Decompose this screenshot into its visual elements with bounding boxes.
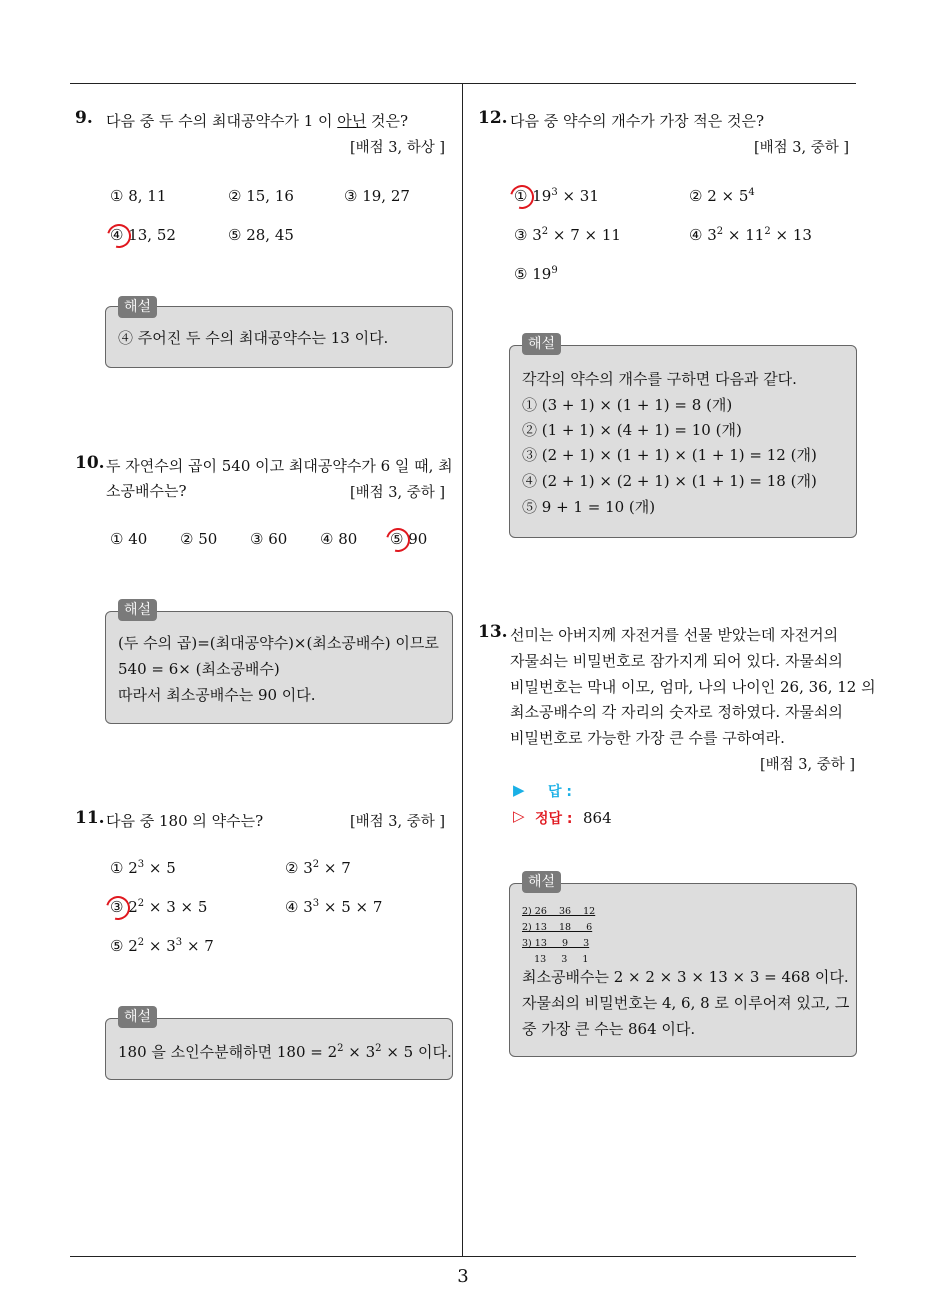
question-text: 다음 중 두 수의 최대공약수가 1 이 아닌 것은? <box>106 112 409 130</box>
answer-mark-circle <box>506 181 539 214</box>
question-text: 다음 중 약수의 개수가 가장 적은 것은? <box>510 112 765 130</box>
division-row: 2) 13 18 6 <box>522 922 593 933</box>
solution-line: (두 수의 곱)=(최대공약수)×(최소공배수) 이므로 <box>118 634 439 652</box>
solution-line: 180 을 소인수분해하면 $180 = 2^2 \times 3^2 \times 5$ 이다. <box>118 1043 452 1061</box>
solution-line: ④ 주어진 두 수의 최대공약수는 13 이다. <box>118 329 389 347</box>
solution-box <box>105 611 453 724</box>
solution-tag: 해설 <box>118 296 157 318</box>
answer-mark-circle <box>103 220 136 253</box>
question-number: 9. <box>75 108 93 128</box>
solution-line: ① (3 + 1) × (1 + 1) = 8 (개) <box>522 396 733 414</box>
question-number: 10. <box>75 453 105 473</box>
option-3[interactable]: ③ 60 <box>250 530 288 548</box>
answer-label: 답 : <box>548 784 572 800</box>
solution-line: 540 = 6× (최소공배수) <box>118 660 280 678</box>
question-text: 다음 중 180 의 약수는? <box>106 812 264 830</box>
bottom-rule <box>70 1256 856 1257</box>
solution-tag: 해설 <box>118 1006 157 1028</box>
question-text-line: 자물쇠는 비밀번호로 잠가지게 되어 있다. 자물쇠의 <box>510 652 843 670</box>
solution-tag: 해설 <box>522 333 561 355</box>
question-text-line2: 소공배수는? <box>106 482 187 500</box>
option-1[interactable]: ① 40 <box>110 530 148 548</box>
question-text-line1: 두 자연수의 곱이 540 이고 최대공약수가 6 일 때, 최 <box>106 457 453 475</box>
score-label: [배점 3, 하상 ] <box>350 140 446 156</box>
solution-line: ③ (2 + 1) × (1 + 1) × (1 + 1) = 12 (개) <box>522 446 817 464</box>
option-2[interactable]: ② 50 <box>180 530 218 548</box>
question-text-line: 비밀번호로 가능한 가장 큰 수를 구하여라. <box>510 729 785 747</box>
division-row: 13 3 1 <box>522 954 589 965</box>
top-rule <box>70 83 856 84</box>
solution-box <box>509 883 857 1057</box>
play-icon: ▶ <box>513 781 525 799</box>
solution-tag: 해설 <box>118 599 157 621</box>
option-1[interactable]: ① $2^3 \times 5$ <box>110 859 176 877</box>
question-number: 11. <box>75 808 105 828</box>
solution-line: ④ (2 + 1) × (2 + 1) × (1 + 1) = 18 (개) <box>522 472 817 490</box>
question-text-line: 최소공배수의 각 자리의 숫자로 정하였다. 자물쇠의 <box>510 703 843 721</box>
solution-line: 각각의 약수의 개수를 구하면 다음과 같다. <box>522 370 797 388</box>
option-2[interactable]: ② $3^2 \times 7$ <box>285 859 351 877</box>
score-label: [배점 3, 중하 ] <box>350 485 446 501</box>
option-5[interactable]: ⑤ $19^9$ <box>514 265 558 283</box>
question-number: 12. <box>478 108 508 128</box>
solution-box <box>509 345 857 538</box>
option-5[interactable]: ⑤ 28, 45 <box>228 226 294 244</box>
correct-answer-label: 정답 : <box>535 811 573 827</box>
answer-mark-circle <box>102 892 135 925</box>
option-4[interactable]: ④ 13, 52 <box>110 226 176 244</box>
option-2[interactable]: ② $2 \times 5^4$ <box>689 187 755 205</box>
division-row: 3) 13 9 3 <box>522 938 590 949</box>
score-label: [배점 3, 중하 ] <box>760 757 856 773</box>
solution-line: 따라서 최소공배수는 90 이다. <box>118 686 316 704</box>
solution-line: ⑤ 9 + 1 = 10 (개) <box>522 498 656 516</box>
play-outline-icon: ▷ <box>513 807 525 825</box>
option-2[interactable]: ② 15, 16 <box>228 187 294 205</box>
score-label: [배점 3, 중하 ] <box>350 814 446 830</box>
score-label: [배점 3, 중하 ] <box>754 140 850 156</box>
correct-answer-value: 864 <box>583 809 612 827</box>
option-5[interactable]: ⑤ 90 <box>390 530 428 548</box>
option-3[interactable]: ③ $3^2 \times 7 \times 11$ <box>514 226 621 244</box>
page-number: 3 <box>457 1266 469 1287</box>
option-1[interactable]: ① $19^3 \times 31$ <box>514 187 599 205</box>
answer-input[interactable] <box>580 780 780 800</box>
solution-line: 최소공배수는 2 × 2 × 3 × 13 × 3 = 468 이다. <box>522 968 849 986</box>
answer-mark-circle <box>382 524 415 557</box>
option-4[interactable]: ④ 80 <box>320 530 358 548</box>
option-5[interactable]: ⑤ $2^2 \times 3^3 \times 7$ <box>110 937 214 955</box>
column-divider <box>462 83 463 1257</box>
question-text-line: 비밀번호는 막내 이모, 엄마, 나의 나이인 26, 36, 12 의 <box>510 678 876 696</box>
option-4[interactable]: ④ $3^3 \times 5 \times 7$ <box>285 898 383 916</box>
option-3[interactable]: ③ $2^2 \times 3 \times 5$ <box>110 898 208 916</box>
ladder-division <box>522 904 595 968</box>
solution-box <box>105 1018 453 1080</box>
option-4[interactable]: ④ $3^2 \times 11^2 \times 13$ <box>689 226 812 244</box>
solution-line: 중 가장 큰 수는 864 이다. <box>522 1020 696 1038</box>
solution-tag: 해설 <box>522 871 561 893</box>
option-1[interactable]: ① 8, 11 <box>110 187 167 205</box>
division-row: 2) 26 36 12 <box>522 906 596 917</box>
question-text-line: 선미는 아버지께 자전거를 선물 받았는데 자전거의 <box>510 626 839 644</box>
solution-box <box>105 306 453 368</box>
option-3[interactable]: ③ 19, 27 <box>344 187 410 205</box>
question-number: 13. <box>478 622 508 642</box>
solution-line: 자물쇠의 비밀번호는 4, 6, 8 로 이루어져 있고, 그 <box>522 994 850 1012</box>
solution-line: ② (1 + 1) × (4 + 1) = 10 (개) <box>522 421 742 439</box>
